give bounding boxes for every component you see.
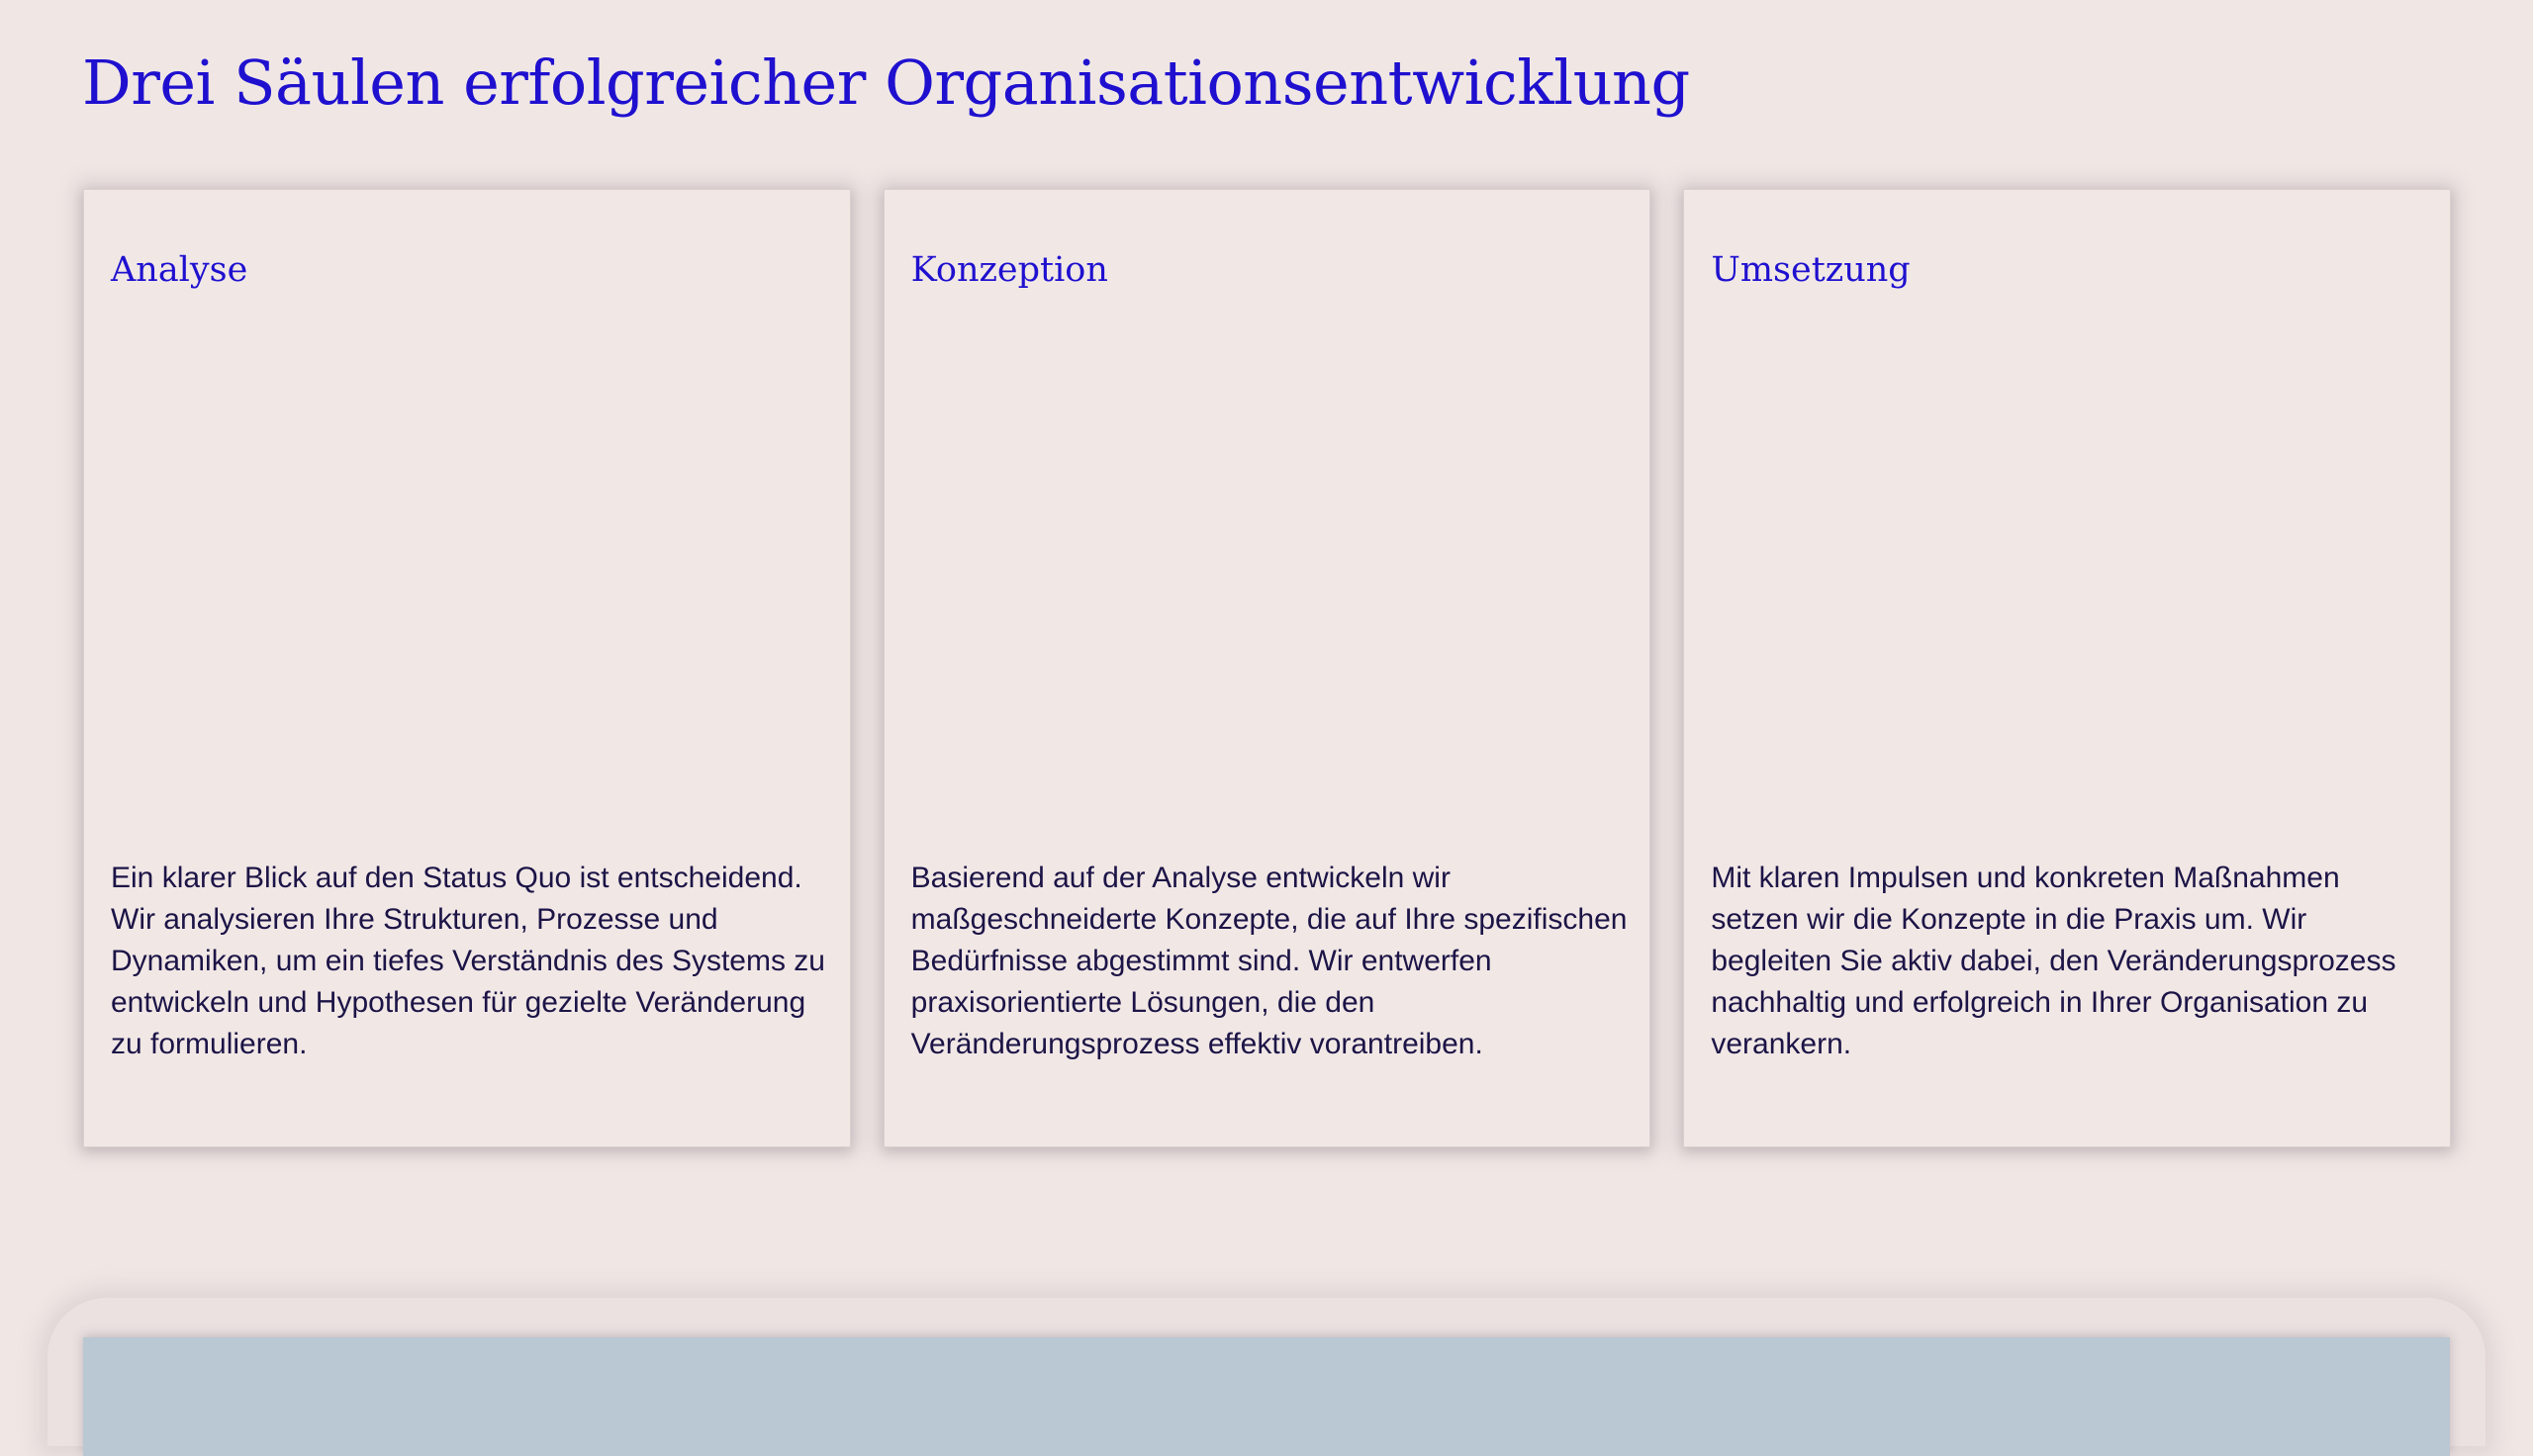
card-title: Analyse [111, 250, 248, 290]
card-description: Basierend auf der Analyse entwickeln wir maßgeschneiderte Konzepte, die auf Ihre spezifischen Bedürfnisse abgestimmt sind. Wir entwerfen praxisorientierte Lösungen, die den Veränderungsprozess effektiv vorantreiben. [910, 862, 1628, 1060]
card-title: Umsetzung [1711, 250, 1911, 290]
card-description: Mit klaren Impulsen und konkreten Maßnahmen setzen wir die Konzepte in die Praxis um. Wir begleiten Sie aktiv dabei, den Veränderungsprozess nachhaltig und erfolgreich in Ihrer Organisation zu verankern. [1711, 862, 2396, 1060]
card-analyse [83, 189, 851, 1147]
card-konzeption [884, 189, 1651, 1147]
section-title: Drei Säulen erfolgreicher Organisationsentwicklung [82, 46, 1690, 119]
next-section-panel [47, 1298, 2486, 1446]
card-title: Konzeption [910, 250, 1108, 290]
card-umsetzung [1683, 189, 2451, 1147]
card-description: Ein klarer Blick auf den Status Quo ist entscheidend. Wir analysieren Ihre Strukturen, Prozesse und Dynamiken, um ein tiefes Verständnis des Systems zu entwickeln und Hypothesen für gezielte Veränderung zu formulieren. [111, 862, 825, 1060]
pillars-card-row [83, 189, 2451, 1147]
next-section-image [83, 1337, 2450, 1456]
